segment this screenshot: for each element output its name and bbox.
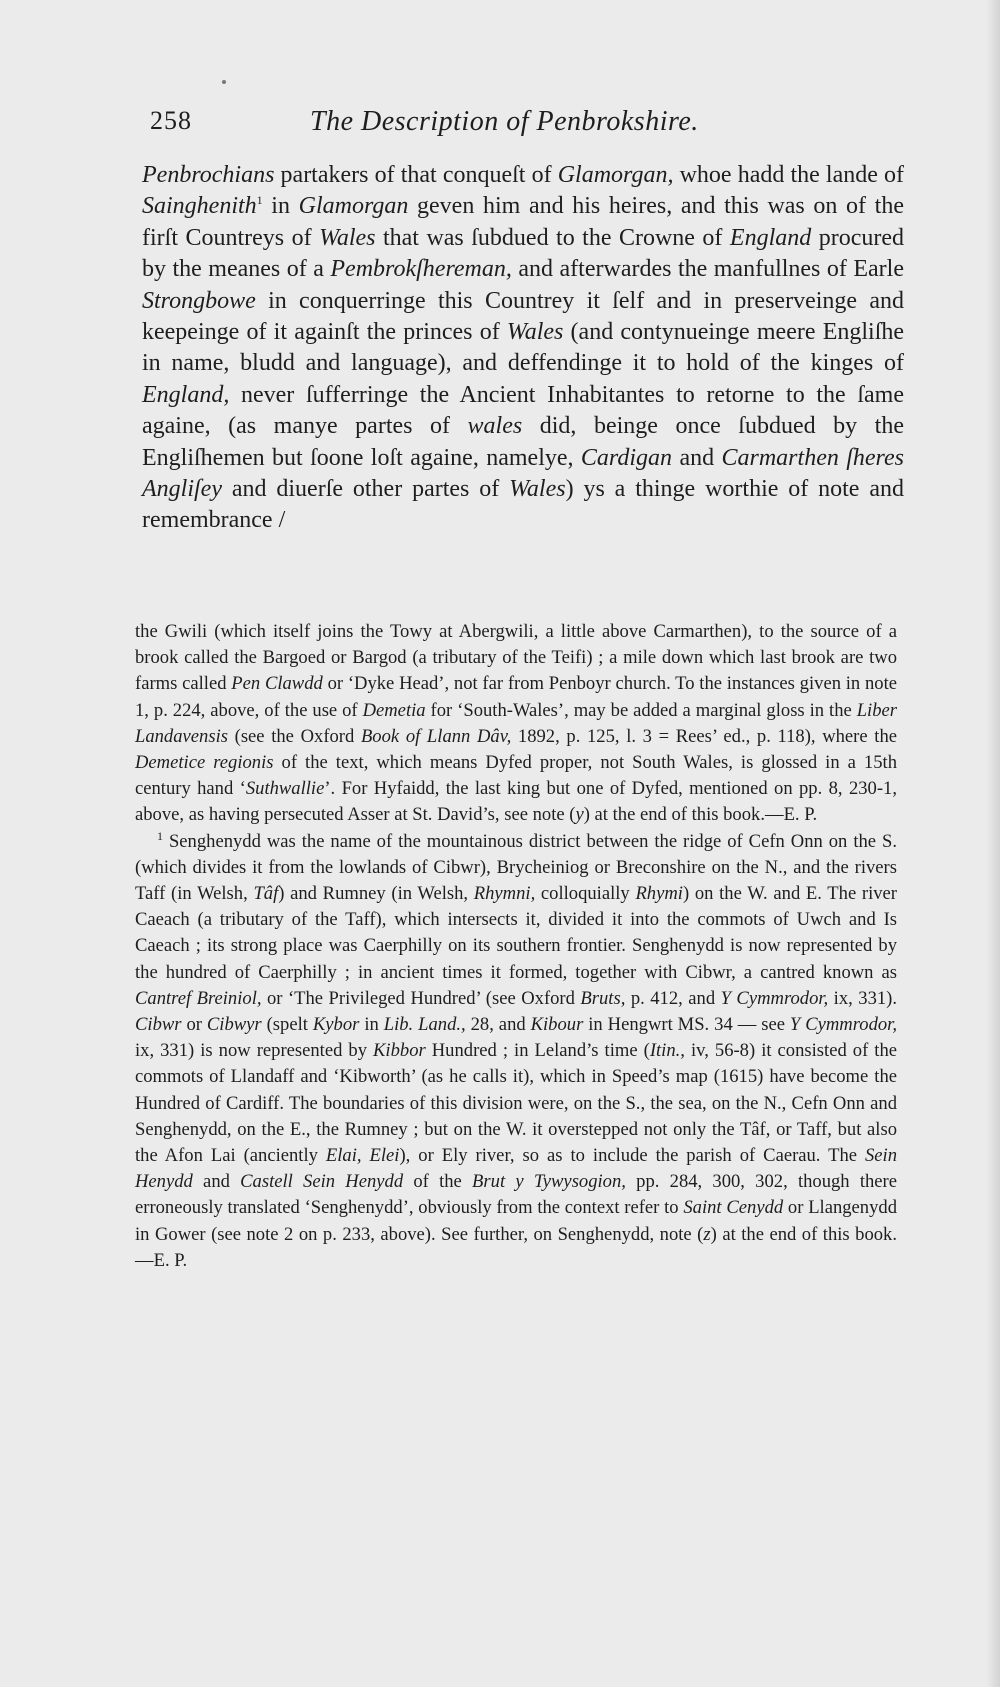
italic-text: Cibwr xyxy=(135,1014,182,1036)
italic-text: Rhymni, xyxy=(473,883,536,905)
text-run: the Gwili (which itself joins the Towy at Abergwili, a little above Carmarthen), to the source of a brook called the Bargoed or Bargod (a tributary of the Teifi) ; a mile down which last brook are two farms called xyxy=(135,621,897,695)
italic-text: Glamorgan xyxy=(298,193,409,220)
text-run: (see the Oxford xyxy=(227,725,361,747)
text-run: and diuerſe other partes of xyxy=(221,476,510,503)
text-run: and xyxy=(672,444,722,471)
text-run: that was ſubdued to the Crowne of xyxy=(375,224,730,251)
text-run: ) at the end of this book.—E. P. xyxy=(135,1223,898,1271)
text-run: procured by the meanes of a xyxy=(142,224,904,283)
text-run: Senghenydd was the name of the mountainous district between the ridge of Cefn Onn on the S. (which divides it from the lowlands of Cibwr), Brycheiniog or Breconshire on the N., and the rivers Taff (in Welsh, xyxy=(135,830,897,905)
italic-text: Book of Llann Dâv, xyxy=(360,725,512,747)
text-run: and xyxy=(192,1171,241,1193)
text-run: in conquerringe this Countrey it ſelf and in preserveinge and keepeinge of it againſt the princes of xyxy=(142,287,904,346)
text-run: (spelt xyxy=(261,1014,313,1036)
italic-text: Sein Henydd xyxy=(135,1145,897,1193)
italic-text: Liber Landavensis xyxy=(135,699,897,747)
italic-text: Tâf xyxy=(253,883,279,905)
italic-text: Demetice regionis xyxy=(135,752,274,774)
italic-text: Kibbor xyxy=(373,1040,426,1062)
text-run: 1892, p. 125, l. 3 = Rees’ ed., p. 118), where the xyxy=(511,725,897,747)
text-run: of the xyxy=(403,1171,473,1193)
page-header xyxy=(150,106,850,146)
footnote-marker: 1 xyxy=(256,193,263,208)
text-run: ) at the end of this book.—E. P. xyxy=(583,804,818,826)
italic-text: Lib. Land., xyxy=(383,1014,466,1036)
italic-text: England, xyxy=(142,381,230,408)
text-run: ’. For Hyfaidd, the last king but one of Dyfed, mentioned on pp. 8, 230-1, above, as having persecuted Asser at St. David’s, see note ( xyxy=(135,778,897,826)
italic-text: Itin., xyxy=(649,1040,685,1062)
text-run: or ‘The Privileged Hundred’ (see Oxford xyxy=(261,987,581,1009)
italic-text: Castell Sein Henydd xyxy=(240,1171,404,1193)
text-run: ) on the W. and E. The river Caeach (a tributary of the Taff), which intersects it, divided it into the commots of Uwch and Is Caeach ; its strong place was Caerphilly on its southern frontier. Senghenydd is now represented by the hundred of Caerphilly ; in ancient times it formed, together with Cibwr, a cantred known as xyxy=(135,883,897,983)
text-run: ), or Ely river, so as to include the parish of Caerau. The xyxy=(399,1145,865,1167)
text-run: partakers of that conqueſt of xyxy=(274,162,558,188)
italic-text: z xyxy=(703,1223,711,1245)
text-run: whoe hadd the lande of xyxy=(673,162,905,188)
paper-speck xyxy=(222,80,226,84)
text-run: geven him and his heires, and this was on of the firſt Countreys of xyxy=(142,193,904,251)
italic-text: Rhymi xyxy=(635,883,683,905)
italic-text: wales xyxy=(467,413,523,440)
italic-text: Saint Cenydd xyxy=(683,1197,784,1219)
italic-text: Wales xyxy=(506,319,564,346)
text-run: and afterwardes the manfullnes of Earle xyxy=(511,256,904,283)
italic-text: Bruts, xyxy=(580,987,626,1009)
footnote-marker: 1 xyxy=(157,828,163,843)
page-edge-shadow xyxy=(986,0,1000,1687)
italic-text: Wales xyxy=(509,476,566,503)
running-title: The Description of Penbrokshire. xyxy=(310,106,699,137)
text-run: ix, 331) is now represented by xyxy=(135,1040,374,1062)
text-run: ix, 331). xyxy=(828,987,898,1009)
italic-text: Demetia xyxy=(362,699,426,721)
text-run: in xyxy=(359,1014,384,1036)
text-run: colloquially xyxy=(535,883,636,905)
italic-text: y xyxy=(575,804,584,826)
italic-text: Kibour xyxy=(530,1014,584,1036)
text-run: 28, and xyxy=(465,1014,531,1036)
text-run: for ‘South-Wales’, may be added a marginal gloss in the xyxy=(425,699,857,721)
italic-text: Penbrochians xyxy=(142,162,275,188)
footnote-1 xyxy=(135,829,897,1274)
italic-text: Cantref Breiniol, xyxy=(135,987,262,1009)
footnote-continued xyxy=(135,619,897,829)
italic-text: Strongbowe xyxy=(142,287,256,314)
footnotes xyxy=(135,619,897,1274)
italic-text: Wales xyxy=(319,224,376,251)
text-run: or xyxy=(181,1014,207,1036)
italic-text: Glamorgan, xyxy=(557,162,674,188)
text-run: never ſufferringe the Ancient Inhabitantes to retorne to the ſame againe, (as manye partes of xyxy=(142,381,904,440)
italic-text: Sainghenith xyxy=(142,193,257,220)
text-run: ) and Rumney (in Welsh, xyxy=(278,883,474,905)
text-run: in xyxy=(262,193,299,220)
italic-text: Elai, Elei xyxy=(325,1145,400,1167)
italic-text: Kybor xyxy=(312,1014,360,1036)
italic-text: Y Cymmrodor, xyxy=(789,1014,897,1036)
italic-text: Pembrokſhereman, xyxy=(330,256,512,283)
main-text xyxy=(142,160,904,537)
italic-text: Cibwyr xyxy=(206,1014,262,1036)
italic-text: Carmarthen ſheres Angliſey xyxy=(142,444,904,503)
italic-text: Brut y Tywysogion, xyxy=(472,1171,626,1193)
italic-text: England xyxy=(729,224,812,251)
italic-text: Cardigan xyxy=(580,444,673,471)
text-run: ) ys a thinge worthie of note and remembrance / xyxy=(142,476,904,534)
text-run: in Hengwrt MS. 34 — see xyxy=(583,1014,790,1036)
italic-text: Suthwallie xyxy=(245,778,325,800)
text-run: did, beinge once ſubdued by the Engliſhemen but ſoone loſt againe, namelye, xyxy=(142,413,904,471)
page-number: 258 xyxy=(150,106,192,135)
italic-text: Y Cymmrodor, xyxy=(720,987,829,1009)
text-run: or Llangenydd in Gower (see note 2 on p. 233, above). See further, on Senghenydd, note ( xyxy=(135,1197,897,1245)
text-run: iv, 56-8) it consisted of the commots of Llandaff and ‘Kibworth’ (as he calls it), which in Speed’s map (1615) have become the Hundred of Cardiff. The boundaries of this division were, on the S., the sea, on the N., Cefn Onn and Senghenydd, on the E., the Rumney ; but on the W. it overstepped not only the Tâf, or Taff, but also the Afon Lai (anciently xyxy=(135,1040,897,1167)
text-run: p. 412, and xyxy=(625,987,721,1009)
text-run: pp. 284, 300, 302, though there erroneously translated ‘Senghenydd’, obviously from the context refer to xyxy=(135,1171,897,1219)
text-run: of the text, which means Dyfed proper, not South Wales, is glossed in a 15th century hand ‘ xyxy=(135,752,897,800)
text-run: or ‘Dyke Head’, not far from Penboyr church. To the instances given in note 1, p. 224, above, of the use of xyxy=(135,673,898,721)
text-run: Hundred ; in Leland’s time ( xyxy=(425,1040,650,1062)
italic-text: Pen Clawdd xyxy=(231,673,323,695)
text-run: (and contynueinge meere Engliſhe in name, bludd and language), and deffendinge it to hold of the kinges of xyxy=(142,319,905,377)
